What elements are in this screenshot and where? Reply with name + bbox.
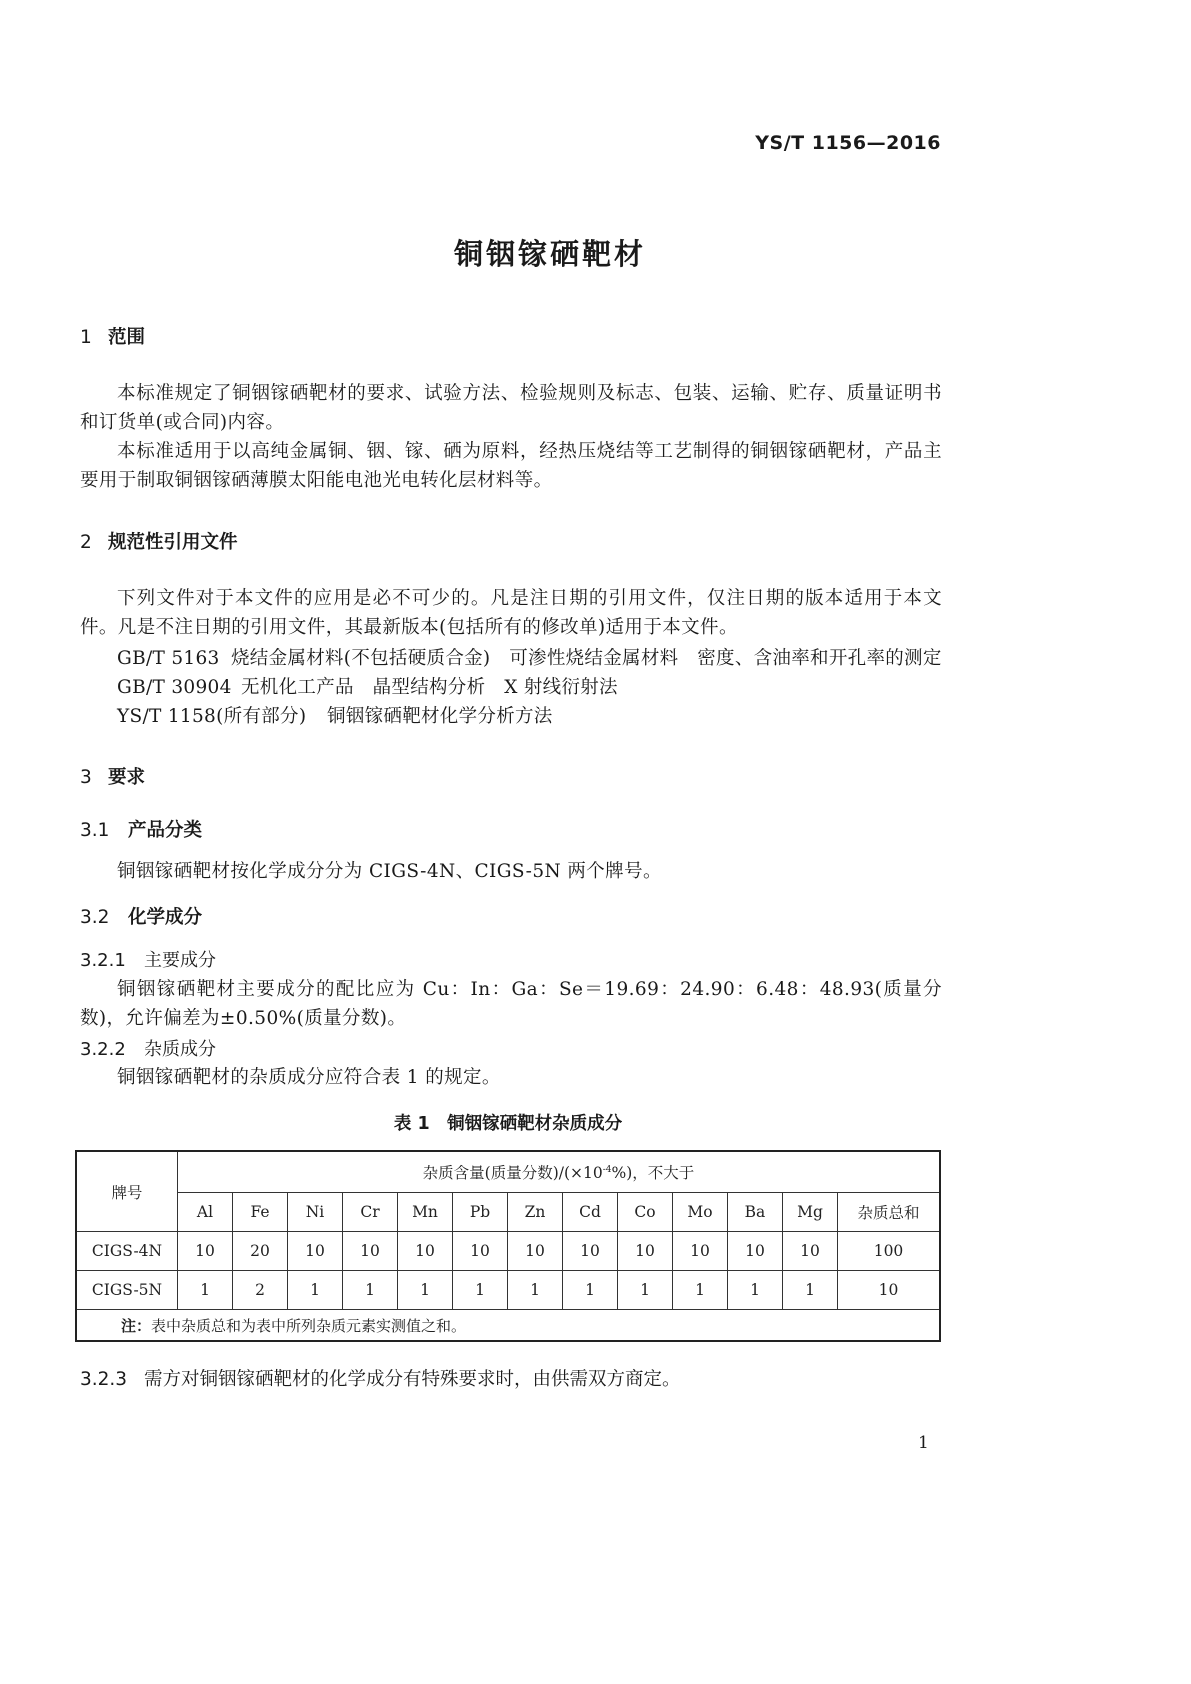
column-header: Cr	[343, 1193, 398, 1232]
value-cell: 1	[563, 1271, 618, 1310]
column-header: Co	[618, 1193, 673, 1232]
value-cell: 10	[178, 1232, 233, 1271]
value-cell: 10	[288, 1232, 343, 1271]
column-header: Al	[178, 1193, 233, 1232]
section-3-heading	[80, 763, 145, 789]
table-caption: 表 1 铜铟镓硒靶材杂质成分	[393, 1114, 623, 1134]
section-number: 3.1	[80, 820, 110, 841]
group-header-exponent: -4	[602, 1164, 612, 1175]
reference-item	[117, 644, 942, 670]
group-header-suffix: %)，不大于	[611, 1164, 695, 1182]
reference-code: GB/T 5163	[117, 648, 220, 669]
group-header-prefix: 杂质含量(质量分数)/(×10	[422, 1164, 603, 1182]
grade-cell: CIGS-5N	[76, 1271, 178, 1310]
reference-code: YS/T 1158(所有部分)	[117, 706, 307, 727]
value-cell: 1	[673, 1271, 728, 1310]
table-note-row	[76, 1310, 940, 1342]
value-cell: 10	[728, 1232, 783, 1271]
value-cell: 1	[288, 1271, 343, 1310]
impurity-group-header	[178, 1151, 941, 1193]
section-number: 3	[80, 767, 92, 788]
value-cell: 10	[508, 1232, 563, 1271]
table-row	[76, 1232, 940, 1271]
column-header: 杂质总和	[838, 1193, 941, 1232]
section-2-paragraph: 下列文件对于本文件的应用是必不可少的。凡是注日期的引用文件，仅注日期的版本适用于本文件。凡是不注日期的引用文件，其最新版本(包括所有的修改单)适用于本文件。	[80, 588, 942, 638]
section-text: 需方对铜铟镓硒靶材的化学成分有特殊要求时，由供需双方商定。	[144, 1369, 681, 1390]
section-3-2-2-heading	[80, 1035, 216, 1061]
column-header: Mn	[398, 1193, 453, 1232]
section-3-2-3	[80, 1365, 681, 1391]
reference-code: GB/T 30904	[117, 677, 232, 698]
section-3-1-heading	[80, 816, 202, 842]
column-header: Pb	[453, 1193, 508, 1232]
column-header: Mo	[673, 1193, 728, 1232]
section-3-2-1-heading	[80, 946, 216, 972]
reference-title: 铜铟镓硒靶材化学分析方法	[327, 706, 553, 727]
value-cell: 10	[783, 1232, 838, 1271]
section-title: 主要成分	[144, 950, 216, 971]
section-number: 3.2	[80, 907, 110, 928]
value-cell: 100	[838, 1232, 941, 1271]
value-cell: 10	[673, 1232, 728, 1271]
value-cell: 10	[398, 1232, 453, 1271]
column-header: Fe	[233, 1193, 288, 1232]
value-cell: 1	[728, 1271, 783, 1310]
section-3-2-1-text: 铜铟镓硒靶材主要成分的配比应为 Cu：In：Ga：Se＝19.69：24.90：6.48：48.93(质量分数)，允许偏差为±0.50%(质量分数)。	[80, 979, 942, 1029]
table-header-row	[76, 1151, 940, 1193]
value-cell: 20	[233, 1232, 288, 1271]
grade-header: 牌号	[76, 1151, 178, 1232]
section-3-1-text: 铜铟镓硒靶材按化学成分分为 CIGS-4N、CIGS-5N 两个牌号。	[117, 861, 662, 882]
impurity-table	[75, 1150, 941, 1342]
value-cell: 10	[343, 1232, 398, 1271]
note-text: 表中杂质总和为表中所列杂质元素实测值之和。	[151, 1316, 467, 1335]
section-title: 化学成分	[128, 907, 203, 928]
section-1-heading	[80, 323, 145, 349]
value-cell: 1	[178, 1271, 233, 1310]
section-number: 3.2.3	[80, 1369, 128, 1390]
column-header: Ni	[288, 1193, 343, 1232]
page-number: 1	[918, 1433, 929, 1453]
value-cell: 1	[343, 1271, 398, 1310]
note-label: 注：	[121, 1316, 152, 1335]
value-cell: 10	[618, 1232, 673, 1271]
section-3-2-heading	[80, 903, 202, 929]
value-cell: 10	[563, 1232, 618, 1271]
column-header: Cd	[563, 1193, 618, 1232]
section-title: 范围	[108, 327, 146, 348]
element-header-row	[76, 1193, 940, 1232]
reference-title: 无机化工产品 晶型结构分析 X 射线衍射法	[241, 677, 618, 698]
value-cell: 1	[618, 1271, 673, 1310]
reference-title: 烧结金属材料(不包括硬质合金) 可渗性烧结金属材料 密度、含油率和开孔率的测定	[231, 648, 942, 669]
section-1-paragraph-2: 本标准适用于以高纯金属铜、铟、镓、硒为原料，经热压烧结等工艺制得的铜铟镓硒靶材，产品主要用于制取铜铟镓硒薄膜太阳能电池光电转化层材料等。	[80, 441, 942, 491]
value-cell: 2	[233, 1271, 288, 1310]
section-number: 3.2.1	[80, 950, 126, 971]
section-3-2-2-text: 铜铟镓硒靶材的杂质成分应符合表 1 的规定。	[117, 1067, 501, 1088]
section-title: 杂质成分	[144, 1039, 216, 1060]
section-number: 3.2.2	[80, 1039, 126, 1060]
section-title: 产品分类	[128, 820, 203, 841]
column-header: Zn	[508, 1193, 563, 1232]
reference-item	[117, 702, 553, 728]
value-cell: 1	[453, 1271, 508, 1310]
value-cell: 1	[398, 1271, 453, 1310]
column-header: Ba	[728, 1193, 783, 1232]
document-title: 铜铟镓硒靶材	[453, 237, 646, 271]
table-note	[76, 1310, 940, 1342]
reference-item	[117, 673, 618, 699]
section-1-paragraph-1: 本标准规定了铜铟镓硒靶材的要求、试验方法、检验规则及标志、包装、运输、贮存、质量证明书和订货单(或合同)内容。	[80, 383, 942, 433]
section-title: 要求	[108, 767, 146, 788]
section-number: 2	[80, 532, 92, 553]
value-cell: 10	[838, 1271, 941, 1310]
value-cell: 1	[508, 1271, 563, 1310]
value-cell: 1	[783, 1271, 838, 1310]
section-2-heading	[80, 528, 238, 554]
value-cell: 10	[453, 1232, 508, 1271]
column-header: Mg	[783, 1193, 838, 1232]
standard-code: YS/T 1156—2016	[755, 132, 941, 154]
grade-cell: CIGS-4N	[76, 1232, 178, 1271]
table-row	[76, 1271, 940, 1310]
section-title: 规范性引用文件	[108, 532, 238, 553]
section-number: 1	[80, 327, 92, 348]
